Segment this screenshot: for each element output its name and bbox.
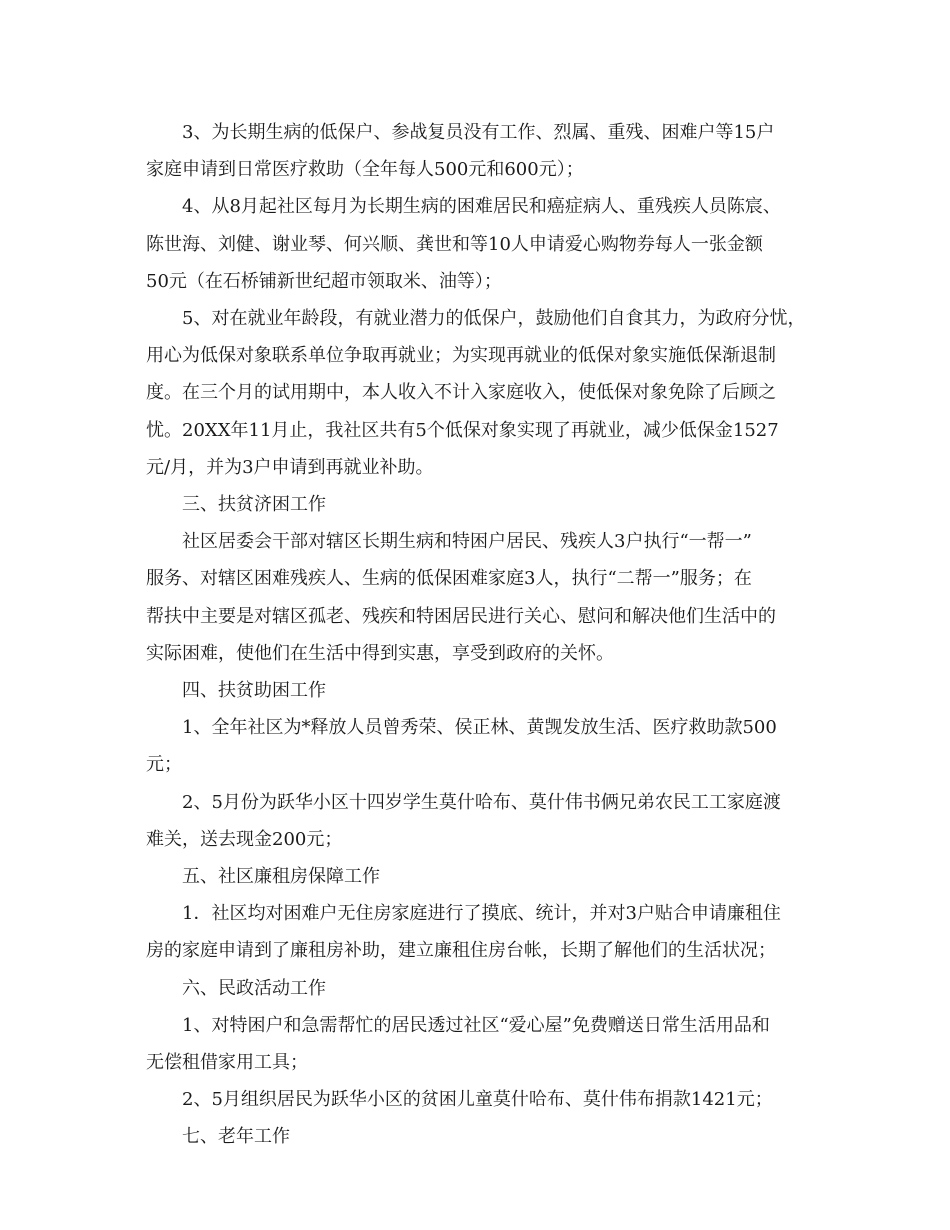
text-line: 5、对在就业年龄段，有就业潜力的低保户，鼓励他们自食其力，为政府分忧，	[182, 308, 806, 330]
text-line: 1．社区均对困难户无住房家庭进行了摸底、统计，并对3户贴合申请廉租住	[182, 903, 781, 925]
text-line: 50元（在石桥铺新世纪超市领取米、油等）；	[146, 270, 502, 292]
text-line: 实际困难，使他们在生活中得到实惠，享受到政府的关怀。	[146, 642, 614, 664]
text-line: 帮扶中主要是对辖区孤老、残疾和特困居民进行关心、慰问和解决他们生活中的	[146, 605, 776, 627]
document-body	[146, 114, 808, 1156]
text-line: 忧。20XX年11月止，我社区共有5个低保对象实现了再就业，减少低保金1527	[146, 419, 779, 441]
text-line: 房的家庭申请到了廉租房补助，建立廉租住房台帐，长期了解他们的生活状况；	[146, 940, 776, 962]
text-line: 七、老年工作	[182, 1126, 290, 1148]
text-line: 4、从8月起社区每月为长期生病的困难居民和癌症病人、重残疾人员陈宸、	[182, 196, 781, 218]
text-line: 2、5月组织居民为跃华小区的贫困儿童莫什哈布、莫什伟布捐款1421元；	[182, 1089, 773, 1111]
text-line: 家庭申请到日常医疗救助（全年每人500元和600元）；	[146, 159, 584, 181]
text-line: 元；	[146, 754, 182, 776]
text-line: 陈世海、刘健、谢业琴、何兴顺、龚世和等10人申请爱心购物券每人一张金额	[146, 233, 763, 255]
text-line: 元/月，并为3户申请到再就业补助。	[146, 456, 434, 478]
text-line: 用心为低保对象联系单位争取再就业；为实现再就业的低保对象实施低保渐退制	[146, 345, 776, 367]
text-line: 无偿租借家用工具；	[146, 1052, 308, 1074]
text-line: 难关，送去现金200元；	[146, 828, 343, 850]
text-line: 1、全年社区为*释放人员曾秀荣、侯正林、黄觊发放生活、医疗救助款500	[182, 717, 777, 739]
text-line: 1、对特困户和急需帮忙的居民透过社区“爱心屋”免费赠送日常生活用品和	[182, 1014, 770, 1036]
text-line: 度。在三个月的试用期中，本人收入不计入家庭收入，使低保对象免除了后顾之	[146, 382, 776, 404]
text-line: 3、为长期生病的低保户、参战复员没有工作、烈属、重残、困难户等15户	[182, 122, 775, 143]
text-line: 四、扶贫助困工作	[182, 680, 326, 702]
text-line: 服务、对辖区困难残疾人、生病的低保困难家庭3人，执行“二帮一”服务；在	[146, 568, 752, 590]
text-line: 社区居委会干部对辖区长期生病和特困户居民、残疾人3户执行“一帮一”	[182, 531, 752, 553]
text-line: 2、5月份为跃华小区十四岁学生莫什哈布、莫什伟书俩兄弟农民工工家庭渡	[182, 791, 781, 813]
text-line: 六、民政活动工作	[182, 977, 326, 999]
text-line: 三、扶贫济困工作	[182, 494, 326, 516]
text-line: 五、社区廉租房保障工作	[182, 866, 380, 888]
